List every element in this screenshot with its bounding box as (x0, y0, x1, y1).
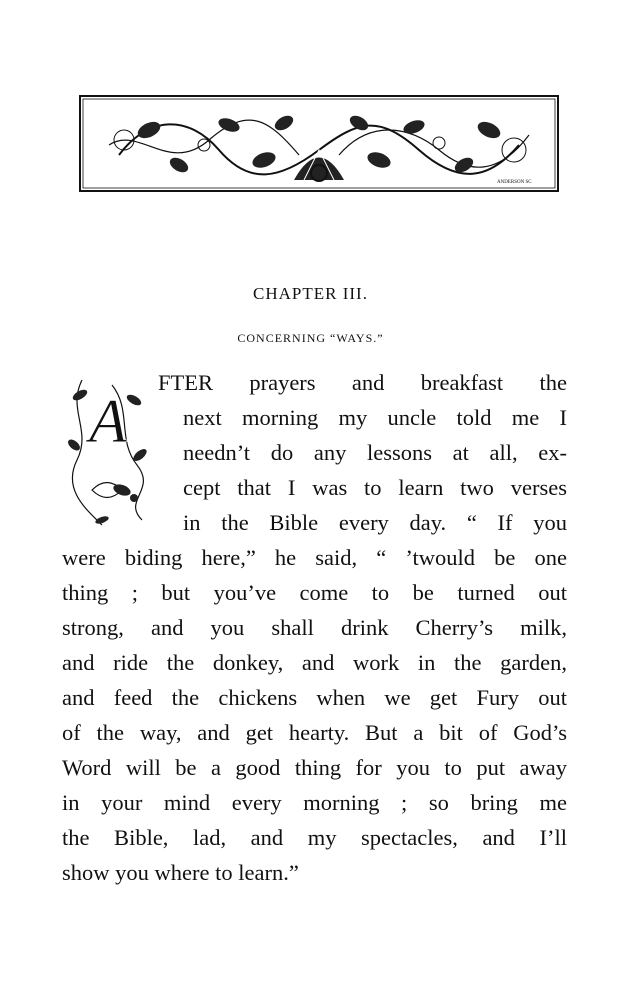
text-line: thing ; but you’ve come to be turned out (62, 580, 567, 605)
text-line: strong, and you shall drink Cherry’s milk, (62, 615, 567, 640)
text-line: next morning my uncle told me I (183, 405, 567, 430)
text-line: in the Bible every day. “ If you (183, 510, 567, 535)
text-line: and ride the donkey, and work in the garden, (62, 650, 567, 675)
text-line: show you where to learn.” (62, 860, 299, 885)
drop-cap-letter: A (89, 388, 127, 456)
text-line: and feed the chickens when we get Fury out (62, 685, 567, 710)
text-line: in your mind every morning ; so bring me (62, 790, 567, 815)
chapter-title: CHAPTER III. (253, 284, 368, 303)
text-line: FTER prayers and breakfast the (158, 370, 567, 395)
text-line: Word will be a good thing for you to put away (62, 755, 567, 780)
text-line: cept that I was to learn two verses (183, 475, 567, 500)
text-line: of the way, and get hearty. But a bit of God’s (62, 720, 567, 745)
headpiece-signature: ANDERSON SC (497, 180, 532, 185)
chapter-subtitle: CONCERNING “WAYS.” (237, 331, 384, 345)
text-line: needn’t do any lessons at all, ex- (183, 440, 567, 465)
text-line: were biding here,” he said, “ ’twould be one (62, 545, 567, 570)
text-line: the Bible, lad, and my spectacles, and I’ll (62, 825, 567, 850)
